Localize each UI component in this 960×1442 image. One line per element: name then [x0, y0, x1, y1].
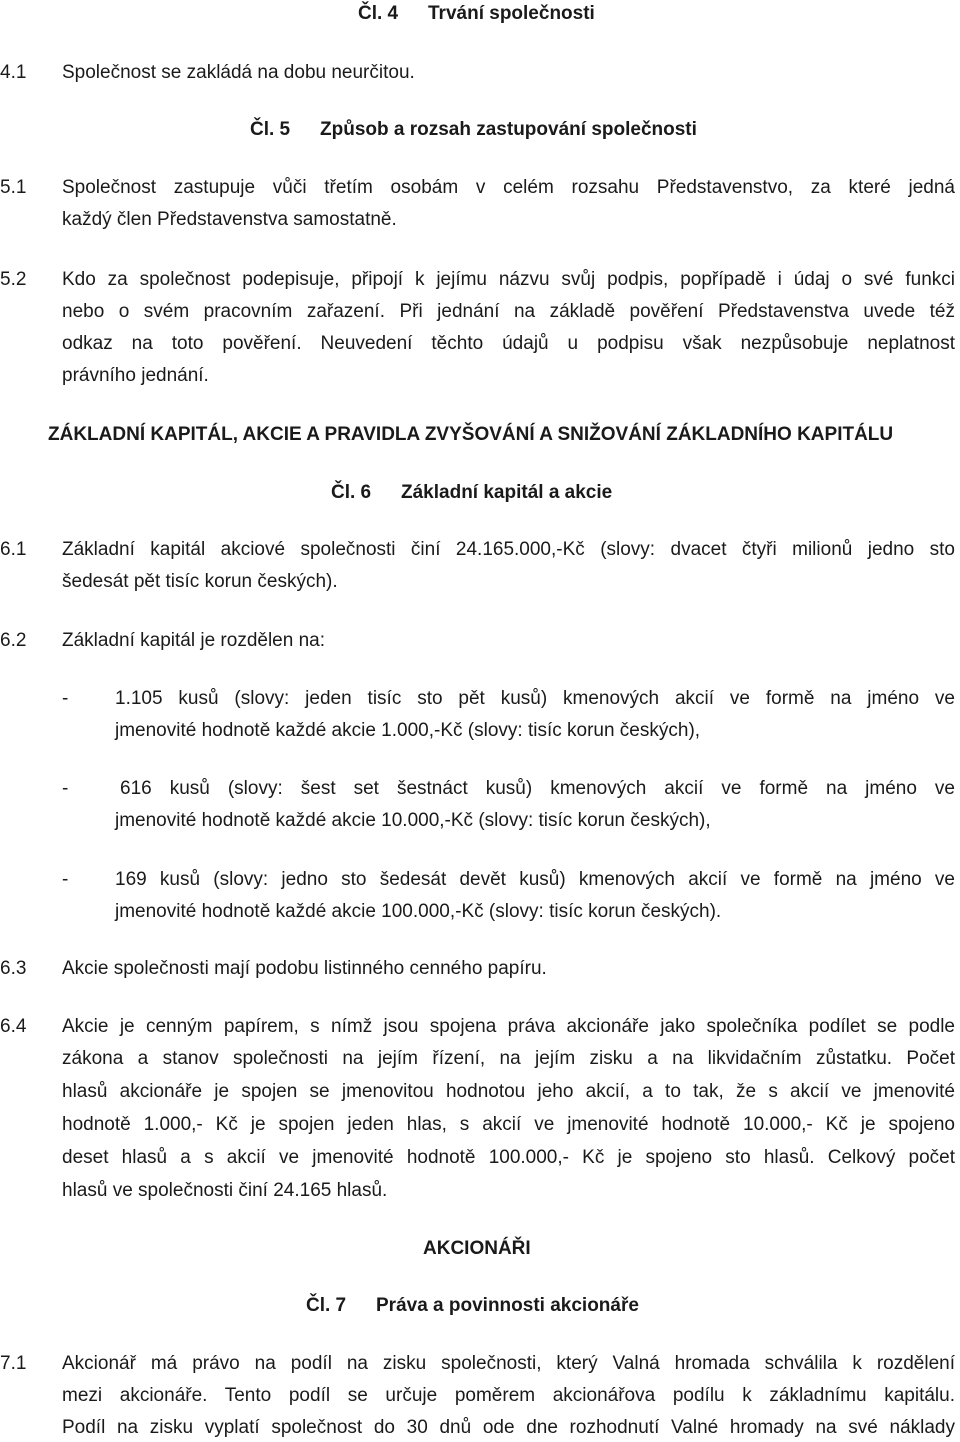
bullet-dash: -: [62, 688, 69, 709]
section-heading-capital: ZÁKLADNÍ KAPITÁL, AKCIE A PRAVIDLA ZVYŠOVÁNÍ A SNIŽOVÁNÍ ZÁKLADNÍHO KAPITÁLU: [48, 424, 894, 445]
clause-6-2-text: Základní kapitál je rozdělen na:: [62, 630, 325, 651]
clause-4-1-number: 4.1: [0, 62, 27, 83]
article-4-title: Trvání společnosti: [428, 3, 595, 24]
clause-6-4-line: hodnotě 1.000,- Kč je spojen jeden hlas, s akcií ve jmenovité hodnotě 10.000,- Kč je spojeno: [62, 1114, 955, 1135]
clause-6-1-number: 6.1: [0, 539, 27, 560]
clause-7-1-line: Podíl na zisku vyplatí společnost do 30 dnů ode dne rozhodnutí Valné hromady na své náklady: [62, 1417, 955, 1438]
clause-6-3-number: 6.3: [0, 958, 27, 979]
clause-5-1-line: Společnost zastupuje vůči třetím osobám v celém rozsahu Představenstvo, za které jedná: [62, 177, 955, 198]
article-4-number: Čl. 4: [358, 3, 399, 24]
article-5-title: Způsob a rozsah zastupování společnosti: [320, 119, 697, 140]
clause-6-1-line: šedesát pět tisíc korun českých).: [62, 571, 338, 592]
bullet-2-line: 616 kusů (slovy: šest set šestnáct kusů) kmenových akcií ve formě na jméno ve: [120, 778, 955, 799]
clause-6-4-line: zákona a stanov společnosti na jejím řízení, na jejím zisku a na likvidačním zůstatku. Počet: [62, 1048, 955, 1069]
clause-5-2-line: odkaz na toto pověření. Neuvedení těchto údajů u podpisu však nezpůsobuje neplatnost: [62, 333, 955, 354]
bullet-1-line: jmenovité hodnotě každé akcie 1.000,-Kč (slovy: tisíc korun českých),: [115, 720, 701, 741]
clause-6-2-number: 6.2: [0, 630, 27, 651]
article-5-number: Čl. 5: [250, 119, 291, 140]
clause-5-2-line: právního jednání.: [62, 365, 209, 386]
clause-5-1-line: každý člen Představenstva samostatně.: [62, 209, 397, 230]
bullet-dash: -: [62, 778, 69, 799]
clause-5-2-line: nebo o svém pracovním zařazení. Při jednání na základě pověření Představenstva uvede též: [62, 301, 955, 322]
clause-5-1-number: 5.1: [0, 177, 27, 198]
bullet-1-line: 1.105 kusů (slovy: jeden tisíc sto pět kusů) kmenových akcií ve formě na jméno ve: [115, 688, 955, 709]
clause-6-4-line: Akcie je cenným papírem, s nímž jsou spojena práva akcionáře jako společníka podílet se podle: [62, 1016, 955, 1037]
article-6-number: Čl. 6: [331, 482, 372, 503]
clause-4-1-text: Společnost se zakládá na dobu neurčitou.: [62, 62, 415, 83]
clause-5-2-number: 5.2: [0, 269, 27, 290]
clause-6-4-line: hlasů ve společnosti činí 24.165 hlasů.: [62, 1180, 388, 1201]
clause-6-4-line: hlasů akcionáře je spojen se jmenovitou hodnotou jeho akcií, a to tak, že s akcií ve jmenovité: [62, 1081, 955, 1102]
clause-6-3-text: Akcie společnosti mají podobu listinného cenného papíru.: [62, 958, 547, 979]
article-7-number: Čl. 7: [306, 1295, 347, 1316]
clause-6-1-line: Základní kapitál akciové společnosti činí 24.165.000,-Kč (slovy: dvacet čtyři milionů jedno sto: [62, 539, 955, 560]
clause-7-1-line: Akcionář má právo na podíl na zisku společnosti, který Valná hromada schválila k rozdělení: [62, 1353, 955, 1374]
article-7-title: Práva a povinnosti akcionáře: [376, 1295, 639, 1316]
clause-6-4-line: deset hlasů a s akcií ve jmenovité hodnotě 100.000,- Kč je spojeno sto hlasů. Celkový počet: [62, 1147, 955, 1168]
clause-6-4-number: 6.4: [0, 1016, 27, 1037]
bullet-3-line: 169 kusů (slovy: jedno sto šedesát devět kusů) kmenových akcií ve formě na jméno ve: [115, 869, 955, 890]
bullet-dash: -: [62, 869, 69, 890]
clause-7-1-line: mezi akcionáře. Tento podíl se určuje poměrem akcionářova podílu k základnímu kapitálu.: [62, 1385, 955, 1406]
section-heading-shareholders: AKCIONÁŘI: [423, 1238, 531, 1259]
clause-7-1-number: 7.1: [0, 1353, 27, 1374]
clause-5-2-line: Kdo za společnost podepisuje, připojí k jejímu názvu svůj podpis, popřípadě i údaj o své funkci: [62, 269, 955, 290]
article-6-title: Základní kapitál a akcie: [401, 482, 613, 503]
bullet-2-line: jmenovité hodnotě každé akcie 10.000,-Kč (slovy: tisíc korun českých),: [115, 810, 711, 831]
bullet-3-line: jmenovité hodnotě každé akcie 100.000,-Kč (slovy: tisíc korun českých).: [115, 901, 722, 922]
